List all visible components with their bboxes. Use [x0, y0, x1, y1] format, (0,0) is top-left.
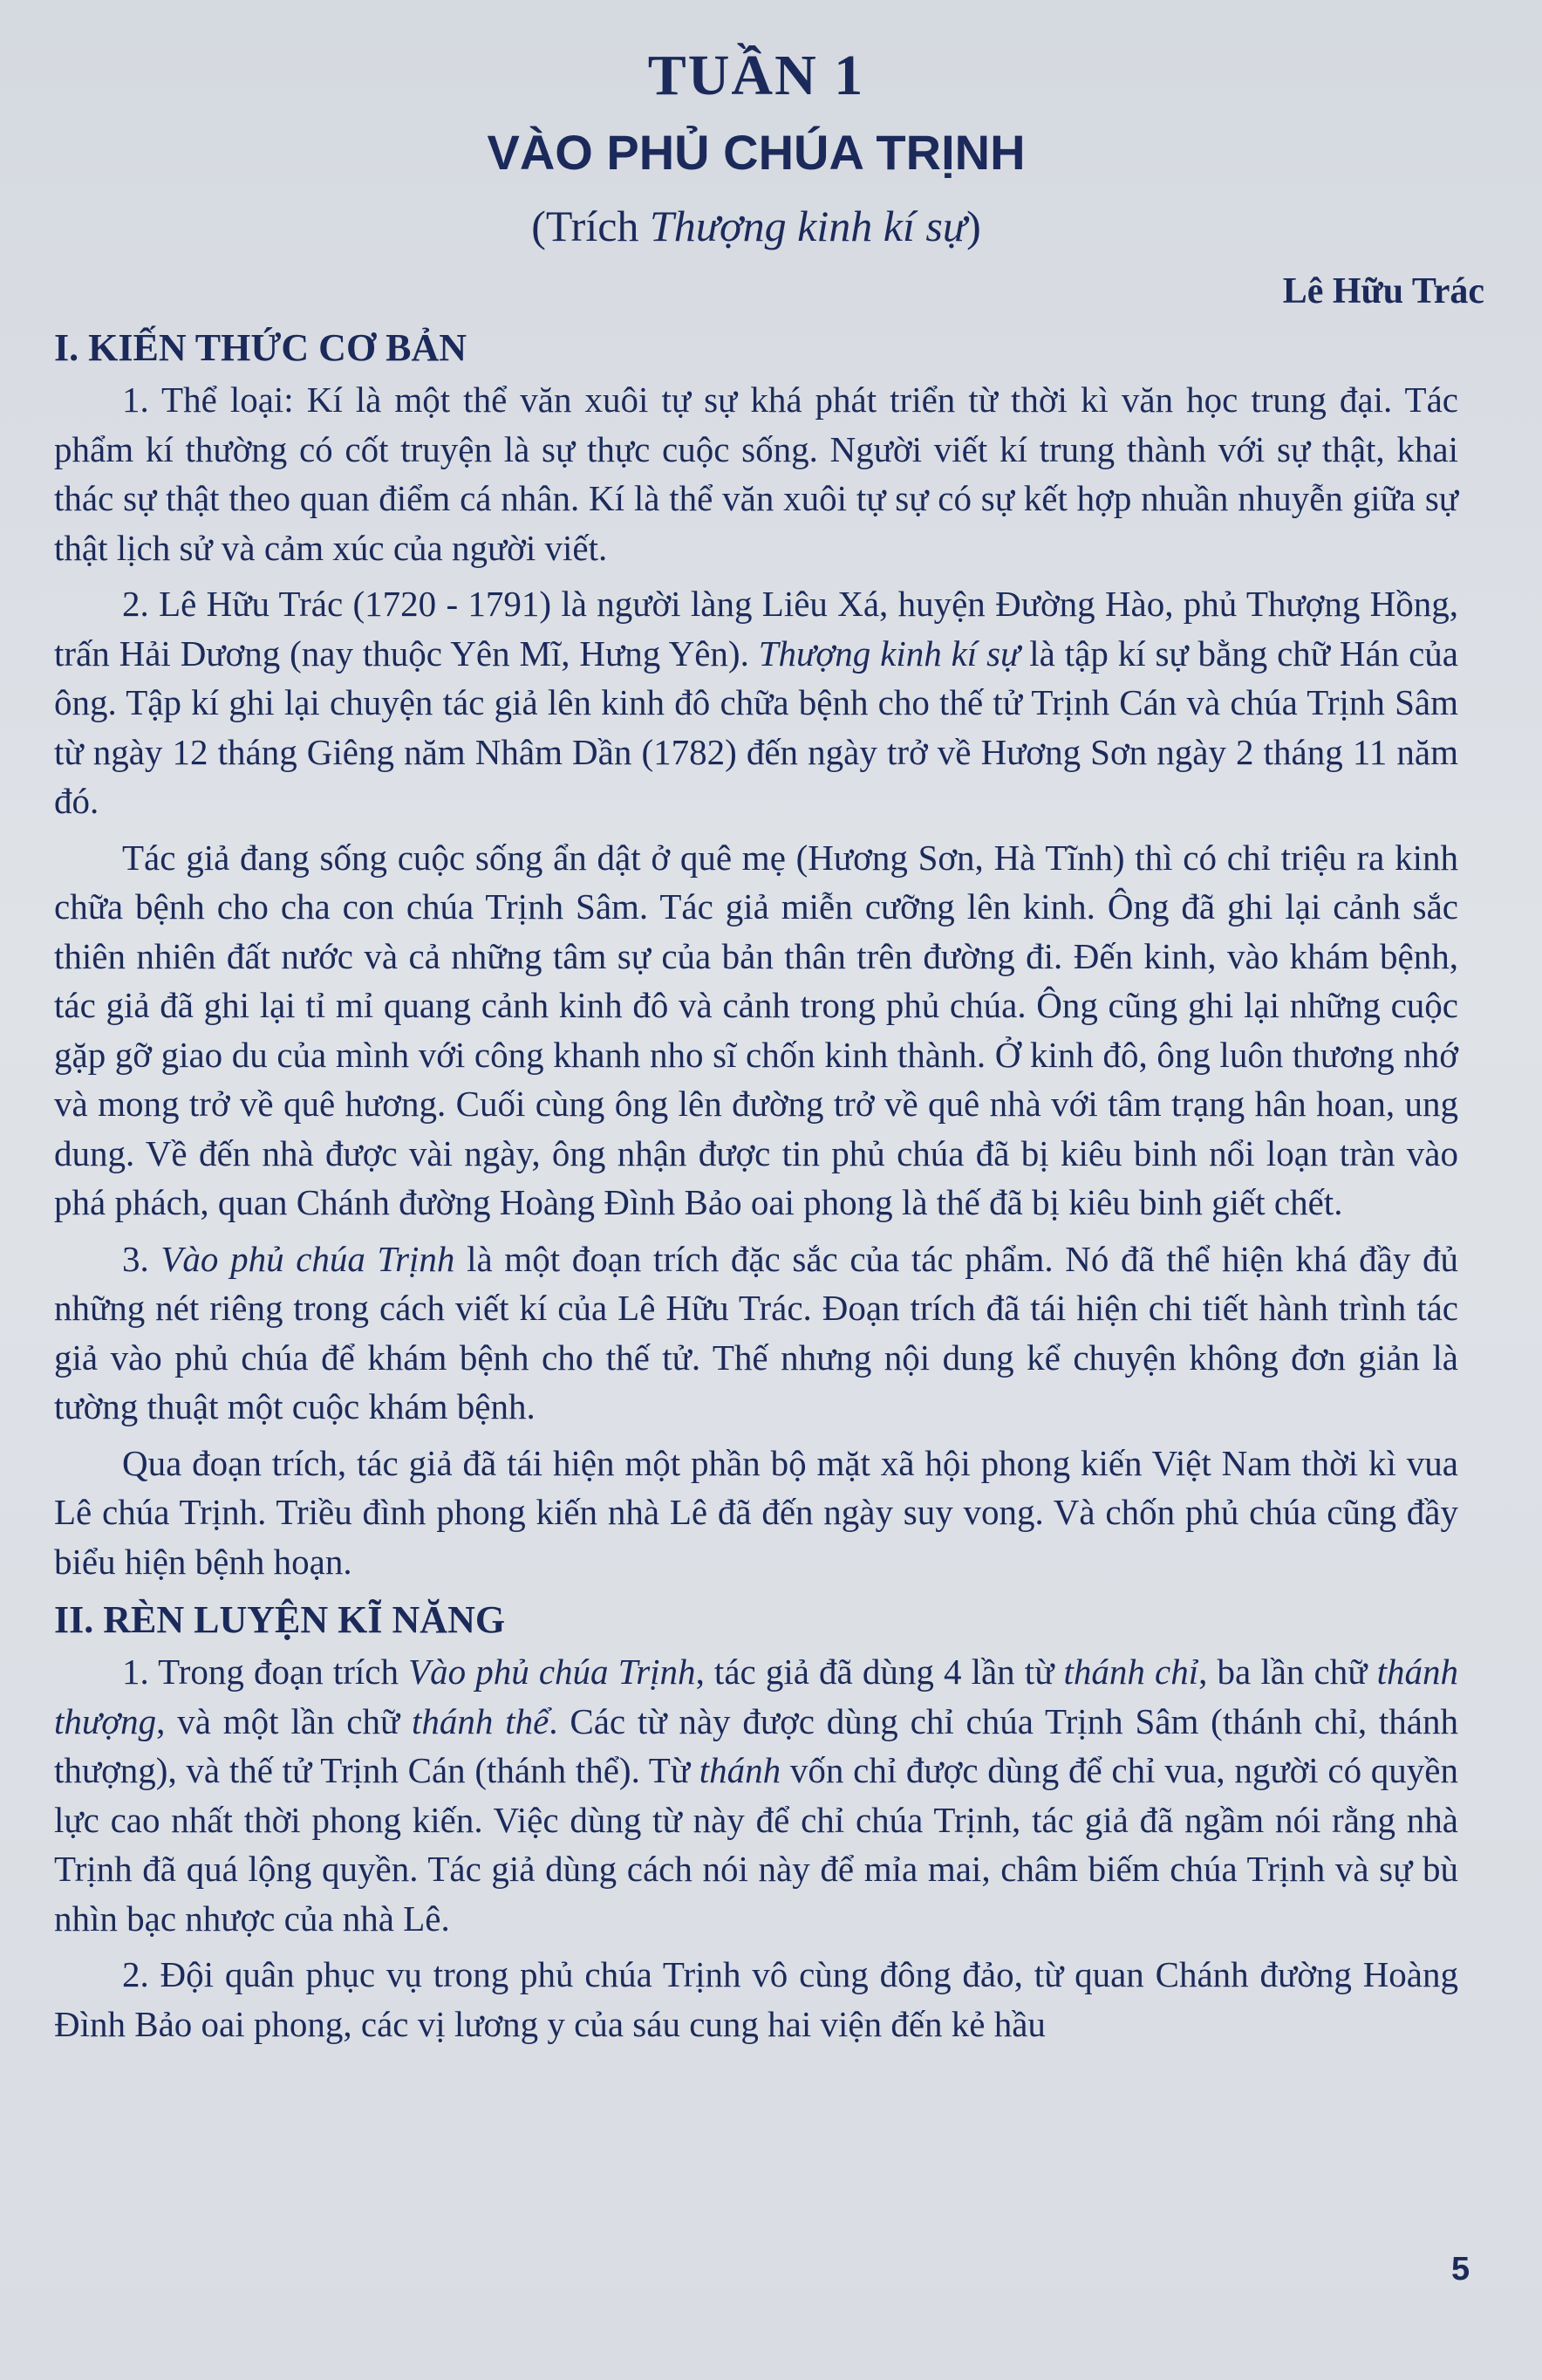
text-run: 2. Lê Hữu Trác (1720 - 1791) là người làng Liêu Xá, huyện Đường Hào, phủ Thượng Hồng, trấn Hải Dương (nay thuộc Yên Mĩ, Hưng Yên).: [54, 584, 1458, 674]
lesson-subtitle: [54, 199, 1458, 253]
work-title: Vào phủ chúa Trịnh: [408, 1652, 696, 1692]
section-heading-skills: II. RÈN LUYỆN KĨ NĂNG: [54, 1598, 506, 1641]
subtitle-suffix: ): [966, 202, 981, 250]
paragraph-word-usage: [54, 1647, 1458, 1943]
section-heading-basics: I. KIẾN THỨC CƠ BẢN: [54, 326, 467, 369]
paragraph-servants: 2. Đội quân phục vụ trong phủ chúa Trịnh vô cùng đông đảo, từ quan Chánh đường Hoàng Đình Bảo oai phong, các vị lương y của sáu cung hai viện đến kẻ hầu: [54, 1954, 1458, 2044]
text-run: , và một lần chữ: [156, 1700, 412, 1741]
paragraph-society: Qua đoạn trích, tác giả đã tái hiện một phần bộ mặt xã hội phong kiến Việt Nam thời kì vua Lê chúa Trịnh. Triều đình phong kiến nhà Lê đã đến ngày suy vong. Và chốn phủ chúa cũng đầy biểu hiện bệnh hoạn.: [54, 1442, 1458, 1582]
text-run: 1. Trong đoạn trích: [122, 1652, 409, 1692]
text-run: , tác giả đã dùng 4 lần từ: [695, 1652, 1064, 1692]
term: thánh chỉ: [1063, 1652, 1199, 1692]
author-name: Lê Hữu Trác: [1282, 271, 1484, 311]
term: thánh thượng: [54, 1652, 1458, 1741]
week-heading: TUẦN 1: [647, 44, 865, 107]
paragraph-author-bio: [54, 579, 1458, 826]
text-run: là tập kí sự bằng chữ Hán của ông. Tập kí ghi lại chuyện tác giả lên kinh đô chữa bệnh cho thế tử Trịnh Cán và chúa Trịnh Sâm từ ngày 12 tháng Giêng năm Nhâm Dần (1782) đến ngày trở về Hương Sơn ngày 2 tháng 11 năm đó.: [54, 633, 1458, 821]
paragraph-summary: Tác giả đang sống cuộc sống ẩn dật ở quê mẹ (Hương Sơn, Hà Tĩnh) thì có chỉ triệu ra kinh chữa bệnh cho cha con chúa Trịnh Sâm. Tác giả miễn cưỡng lên kinh. Ông đã ghi lại cảnh sắc thiên nhiên đất nước và cả những tâm sự của bản thân trên đường đi. Đến kinh, vào khám bệnh, tác giả đã ghi lại tỉ mỉ quang cảnh kinh đô và cảnh trong phủ chúa. Ông cũng ghi lại những cuộc gặp gỡ giao du của mình với công khanh nho sĩ chốn kinh thành. Ở kinh đô, ông luôn thương nhớ và mong trở về quê hương. Cuối cùng ông lên đường trở về quê nhà với tâm trạng hân hoan, ung dung. Về đến nhà được vài ngày, ông nhận được tin phủ chúa đã bị kiêu binh nổi loạn tràn vào phá phách, quan Chánh đường Hoàng Đình Bảo oai phong là thế đã bị kiêu binh giết chết.: [54, 837, 1458, 1222]
work-title: Thượng kinh kí sự: [758, 633, 1020, 674]
lesson-title: VÀO PHỦ CHÚA TRỊNH: [487, 125, 1026, 180]
term: thánh: [699, 1750, 781, 1790]
text-run: , ba lần chữ: [1198, 1652, 1377, 1692]
text-run: là một đoạn trích đặc sắc của tác phẩm. Nó đã thể hiện khá đầy đủ những nét riêng trong cách viết kí của Lê Hữu Trác. Đoạn trích đã tái hiện chi tiết hành trình tác giả vào phủ chúa để khám bệnh cho thế tử. Thế nhưng nội dung kể chuyện không đơn giản là tường thuật một cuộc khám bệnh.: [54, 1238, 1458, 1426]
text-run: 3.: [122, 1238, 161, 1279]
paragraph-genre: 1. Thể loại: Kí là một thể văn xuôi tự sự khá phát triển từ thời kì văn học trung đại. Tác phẩm kí thường có cốt truyện là sự thực cuộc sống. Người viết kí trung thành với sự thật, khai thác sự thật theo quan điểm cá nhân. Kí là thể văn xuôi tự sự có sự kết hợp nhuần nhuyễn giữa sự thật lịch sử và cảm xúc của người viết.: [54, 380, 1458, 568]
page-number: 5: [1451, 2251, 1470, 2288]
paragraph-excerpt: [54, 1234, 1458, 1432]
subtitle-prefix: (Trích: [531, 202, 650, 250]
text-run: vốn chỉ được dùng để chỉ vua, người có quyền lực cao nhất thời phong kiến. Việc dùng từ này để chỉ chúa Trịnh, tác giả đã ngầm nói rằng nhà Trịnh đã quá lộng quyền. Tác giả dùng cách nói này để mỉa mai, châm biếm chúa Trịnh và sự bù nhìn bạc nhược của nhà Lê.: [54, 1750, 1458, 1939]
work-title: Vào phủ chúa Trịnh: [160, 1238, 455, 1279]
term: thánh thể: [411, 1700, 549, 1741]
subtitle-work: Thượng kinh kí sự: [649, 202, 967, 250]
text-run: . Các từ này được dùng chỉ chúa Trịnh Sâm (thánh chỉ, thánh thượng), và thế tử Trịnh Cán (thánh thể). Từ: [54, 1700, 1458, 1790]
